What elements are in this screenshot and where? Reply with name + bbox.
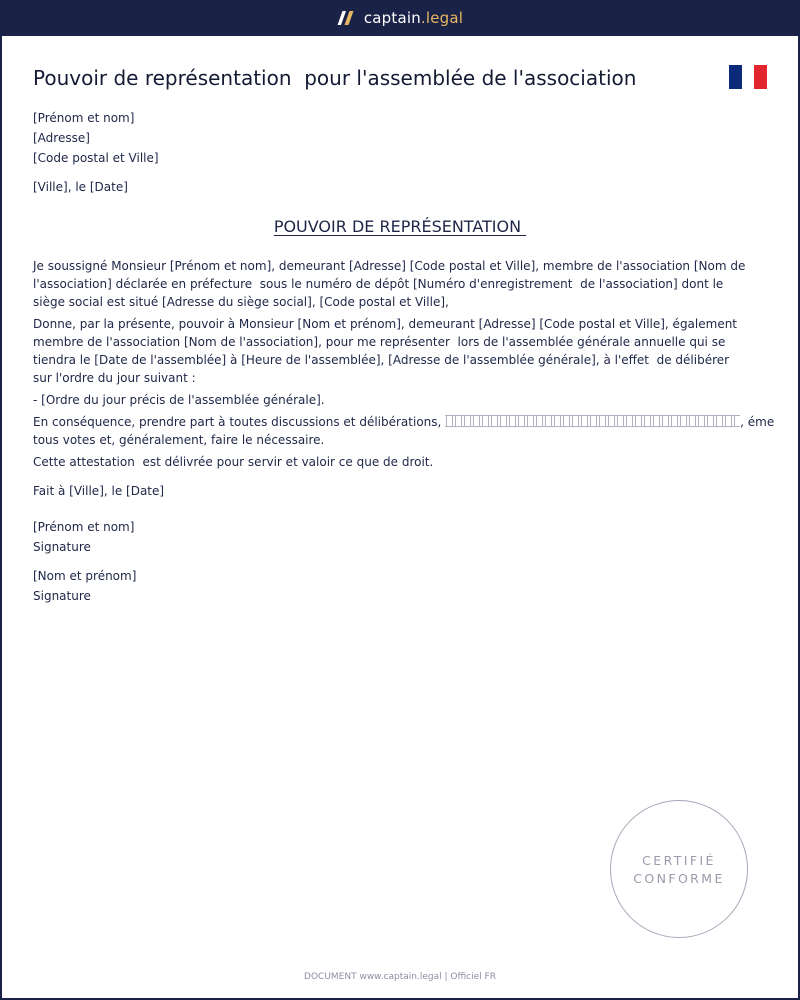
sender-name: [Prénom et nom] [33, 111, 135, 125]
sender-city: [Code postal et Ville] [33, 151, 159, 165]
french-flag-icon[interactable] [729, 65, 767, 89]
paragraph-line: tiendra le [Date de l'assemblée] à [Heure de l'assemblée], [Adresse de l'assemblée générale], à l'effet de délibérer [33, 353, 730, 367]
closing-place-date: Fait à [Ville], le [Date] [33, 484, 165, 498]
signatory-1-name: [Prénom et nom] [33, 520, 135, 534]
document-page [2, 36, 798, 998]
document-title: Pouvoir de représentation pour l'assemblée de l'association [33, 66, 637, 90]
agenda-item: - [Ordre du jour précis de l'assemblée générale]. [33, 393, 325, 407]
captain-legal-logo-icon [337, 11, 355, 25]
place-date: [Ville], le [Date] [33, 180, 128, 194]
page-footer: DOCUMENT www.captain.legal | Officiel FR [304, 972, 496, 982]
brand-logo[interactable] [337, 9, 463, 27]
paragraph-line: Donne, par la présente, pouvoir à Monsieur [Nom et prénom], demeurant [Adresse] [Code postal et Ville], également [33, 317, 738, 331]
paragraph-line: membre de l'association [Nom de l'association], pour me représenter lors de l'assemblée générale annuelle qui se [33, 335, 726, 349]
paragraph-line: En conséquence, prendre part à toutes discussions et délibérations, , éme [33, 415, 775, 429]
paragraph-declaration [33, 257, 745, 311]
brand-name: captain.legal [363, 9, 464, 27]
paragraph-line: tous votes et, généralement, faire le nécessaire. [33, 433, 325, 447]
sender-address: [Adresse] [33, 131, 90, 145]
paragraph-line: Je soussigné Monsieur [Prénom et nom], demeurant [Adresse] [Code postal et Ville], membre de l'association [Nom de [33, 259, 746, 273]
paragraph-line: sur l'ordre du jour suivant : [33, 371, 196, 385]
document-heading: POUVOIR DE REPRÉSENTATION [273, 217, 527, 236]
paragraph-line: siège social est situé [Adresse du siège social], [Code postal et Ville], [33, 295, 449, 309]
signatory-2-signature: Signature [33, 589, 91, 603]
stamp-line: CERTIFIÉ [642, 852, 716, 868]
top-bar [0, 0, 800, 36]
stamp-line: CONFORME [633, 870, 725, 886]
paragraph-line: l'association] déclarée en préfecture sous le numéro de dépôt [Numéro d'enregistrement de l'association] dont le [33, 277, 724, 291]
garbled-placeholder [445, 415, 740, 427]
certified-stamp [610, 800, 748, 938]
signatory-2-name: [Nom et prénom] [33, 569, 137, 583]
signatory-1-signature: Signature [33, 540, 91, 554]
paragraph-mandate [33, 315, 737, 387]
paragraph-consequence [33, 413, 775, 449]
attestation-line: Cette attestation est délivrée pour servir et valoir ce que de droit. [33, 455, 434, 469]
